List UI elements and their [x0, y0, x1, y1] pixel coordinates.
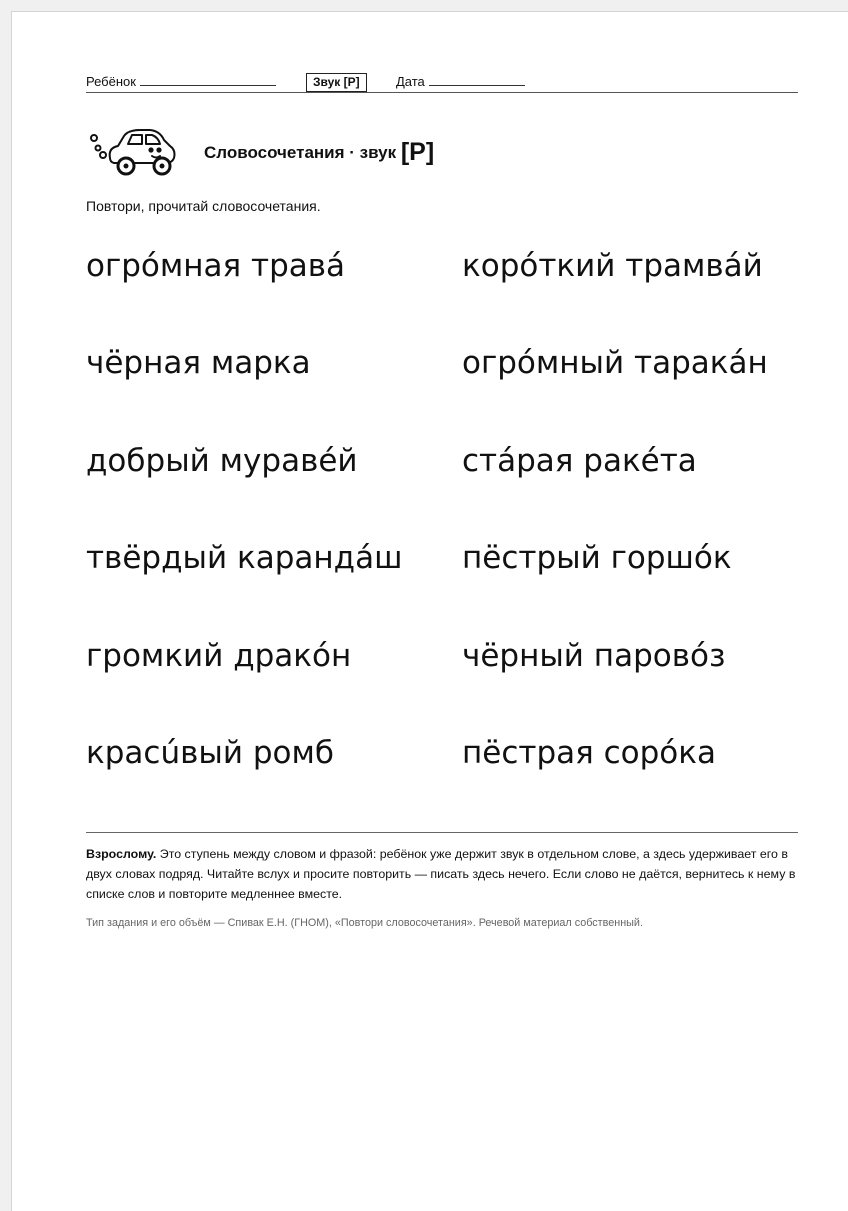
worksheet-title [204, 138, 434, 167]
source-note: Тип задания и его объём — Спивак Е.Н. (ГНОМ), «Повтори словосочетания». Речевой материал собственный. [86, 917, 643, 929]
title-text: Словосочетания · звук [204, 143, 397, 162]
phrase-right-5: чёрный паровóз [462, 638, 726, 674]
phrase-right-1: корóткий трамвáй [462, 248, 763, 284]
sound-badge: Звук [Р] [306, 73, 367, 92]
date-line [429, 74, 525, 86]
title-sound: [Р] [400, 138, 435, 166]
instruction: Повтори, прочитай словосочетания. [86, 198, 321, 214]
phrase-left-2: чёрная марка [86, 345, 311, 381]
phrase-right-6: пёстрая сорóка [462, 735, 716, 771]
worksheet-header [86, 64, 798, 93]
phrase-right-2: огрóмный таракáн [462, 345, 768, 381]
date-field [396, 74, 525, 89]
adult-note-text: Это ступень между словом и фразой: ребёнок уже держит звук в отдельном слове, а здесь удерживает его в двух словах подряд. Читайте вслух и просите повторить — писать здесь нечего. Если слово не даётся, вернитесь к нему в списке слов и повторите медленнее вместе. [86, 847, 796, 901]
child-name-line [140, 74, 276, 86]
phrase-left-6: красúвый ромб [86, 735, 334, 771]
child-label: Ребёнок [86, 74, 136, 89]
car-icon [88, 122, 180, 182]
phrase-left-1: огрóмная травá [86, 248, 346, 284]
worksheet-page [11, 11, 848, 1211]
phrase-left-4: твёрдый карандáш [86, 540, 403, 576]
footer-divider [86, 832, 798, 833]
phrase-right-4: пёстрый горшóк [462, 540, 732, 576]
phrase-left-3: добрый муравéй [86, 443, 358, 479]
adult-note [86, 844, 798, 904]
phrase-left-5: громкий дракóн [86, 638, 352, 674]
child-field [86, 74, 276, 89]
phrase-right-3: стáрая ракéта [462, 443, 697, 479]
adult-note-lead: Взрослому. [86, 847, 157, 861]
date-label: Дата [396, 74, 425, 89]
